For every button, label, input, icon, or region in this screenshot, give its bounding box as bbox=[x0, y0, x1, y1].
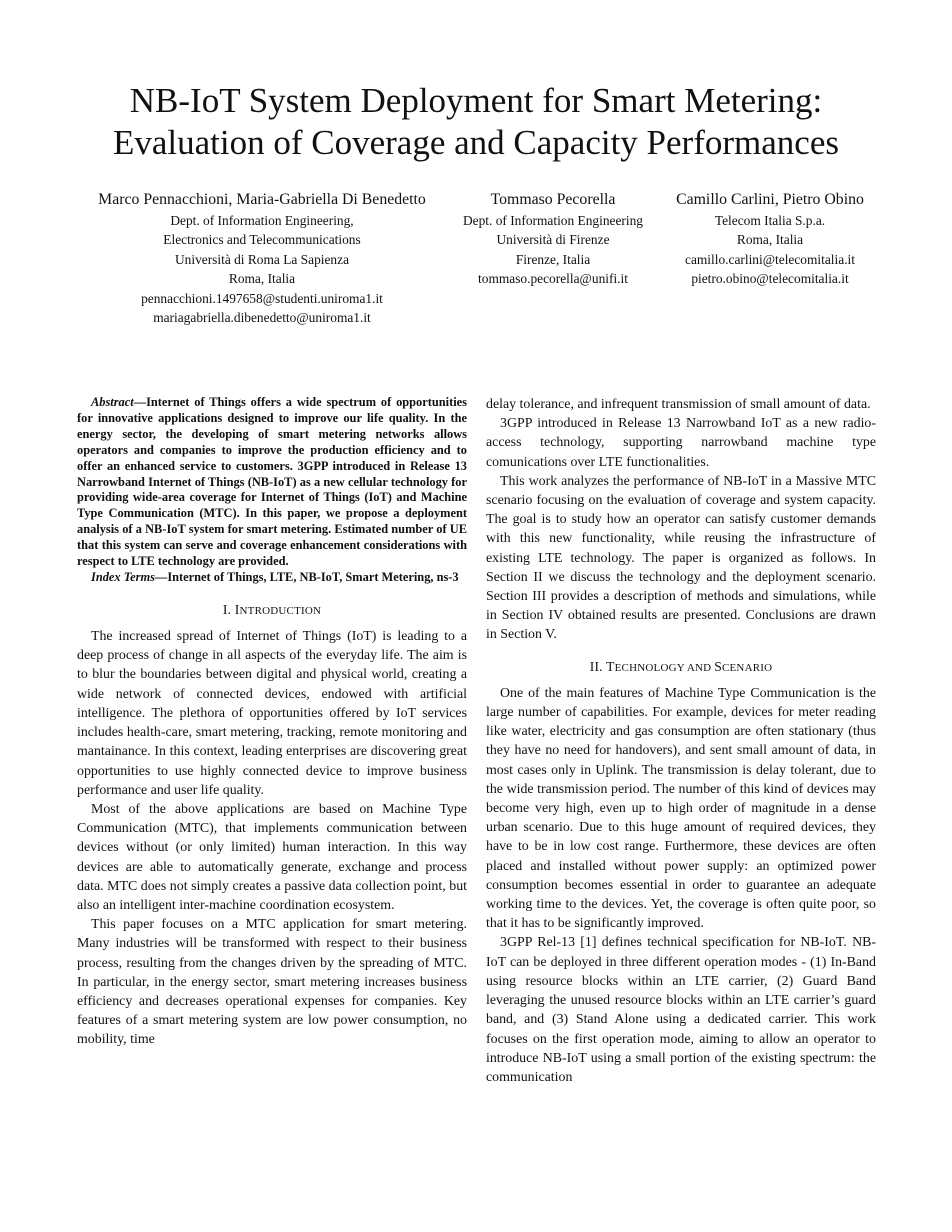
index-terms-label: Index Terms bbox=[91, 569, 155, 584]
affiliation-line: Università di Roma La Sapienza bbox=[174, 251, 350, 267]
affiliation-line: Firenze, Italia bbox=[515, 251, 591, 267]
left-column bbox=[77, 395, 467, 1050]
section-heading-introduction: I. INTRODUCTION bbox=[222, 601, 322, 617]
author-name: Marco Pennacchioni, Maria-Gabriella Di Benedetto bbox=[98, 191, 426, 208]
author-email: pietro.obino@telecomitalia.it bbox=[691, 271, 849, 287]
author-email: tommaso.pecorella@unifi.it bbox=[478, 271, 628, 287]
author-name: Camillo Carlini, Pietro Obino bbox=[676, 191, 864, 208]
title-line-1: NB-IoT System Deployment for Smart Metering: bbox=[129, 81, 823, 120]
author-email: pennacchioni.1497658@studenti.uniroma1.it bbox=[141, 290, 383, 306]
affiliation-line: Roma, Italia bbox=[736, 232, 804, 248]
abstract-text: —Internet of Things offers a wide spectrum of opportunities for innovative applications designed to improve our life quality. In the energy sector, the developing of smart metering networks allows operators and companies to improve the production efficiency and to offer an enhanced service to customers. 3GPP introduced in Release 13 Narrowband Internet of Things (NB-IoT) as a new cellular technology for providing wide-area coverage for Internet of Things (IoT) and Machine Type Communication (MTC). In this paper, we propose a deployment analysis of a NB-IoT system for smart metering. Estimated number of UE that this system can serve and coverage enhancement considerations with respect to LTE technology are provided. bbox=[77, 395, 467, 569]
author-block-2 bbox=[440, 188, 666, 289]
affiliation-line: Roma, Italia bbox=[228, 271, 296, 287]
affiliation-line: Dept. of Information Engineering, bbox=[170, 213, 354, 228]
author-block-1 bbox=[80, 188, 444, 327]
author-email: camillo.carlini@telecomitalia.it bbox=[685, 251, 855, 267]
affiliation-line: Dept. of Information Engineering bbox=[463, 213, 643, 228]
affiliation-line: Electronics and Telecommunications bbox=[163, 232, 361, 248]
abstract bbox=[77, 395, 467, 570]
right-column bbox=[486, 395, 876, 1087]
affiliation-line: Università di Firenze bbox=[496, 232, 610, 248]
index-terms bbox=[77, 570, 467, 586]
author-block-3 bbox=[660, 188, 880, 289]
abstract-label: Abstract bbox=[91, 395, 134, 409]
paragraph: 3GPP introduced in Release 13 Narrowband IoT as a new radio-access technology, supporting narrowband machine type comunications over LTE functionalities. bbox=[486, 416, 876, 470]
paragraph: The increased spread of Internet of Things (IoT) is leading to a deep process of change in all aspects of the everyday life. The aim is to blur the boundaries between digital and physical world, creating a wide network of connected devices, endowed with artificial intelligence. The plethora of opportunities offered by IoT services includes health-care, smart metering, tracking, remote monitoring and mantainance. In this context, leading enterprises are discovering great opportunities to use highly connected device to improve business performance and user life quality. bbox=[77, 629, 467, 798]
section-heading-technology: II. TECHNOLOGY AND SCENARIO bbox=[589, 658, 773, 674]
paragraph: Most of the above applications are based on Machine Type Communication (MTC), that implements communication between devices without (or only limited) human interaction. In this way devices are able to automatically generate, exchange and process data. MTC does not simply creates a passive data collection point, but also an intelligent inter-machine coordination ecosystem. bbox=[77, 801, 467, 913]
title-line-2: Evaluation of Coverage and Capacity Performances bbox=[113, 123, 839, 162]
author-email: mariagabriella.dibenedetto@uniroma1.it bbox=[153, 310, 371, 326]
paragraph: 3GPP Rel-13 [1] defines technical specification for NB-IoT. NB-IoT can be deployed in three different operation modes - (1) In-Band using resource blocks within an LTE carrier, (2) Guard Band leveraging the unused resource blocks within an LTE carrier’s guard band, and (3) Stand Alone using a dedicated carrier. This work focuses on the first operation mode, aiming to allow an operator to introduce NB-IoT using a small portion of the existing spectrum: the communication bbox=[486, 935, 876, 1085]
paragraph: This work analyzes the performance of NB-IoT in a Massive MTC scenario focusing on the evaluation of coverage and system capacity. The goal is to study how an operator can satisfy customer demands with this new functionality, while reusing the infrastructure of existing LTE technology. The paper is organized as follows. In Section II we discuss the technology and the deployment scenario. Section III provides a description of methods and simulations, while in Section IV obtained results are presented. Conclusions are drawn in Section V. bbox=[486, 473, 876, 643]
paper-title bbox=[0, 80, 952, 164]
paragraph: One of the main features of Machine Type Communication is the large number of capabilities. For example, devices for meter reading like water, electricity and gas consumption are often stationary (thus they have no need for handovers), and sent small amount of data, in most cases only in Uplink. The transmission is delay tolerant, due to the wide transmission period. The number of this kind of devices may become very high, even up to high order of magnitude in a dense urban scenario. Due to this huge amount of required devices, they have to be in low cost range. Furthermore, these devices are often placed and installed without power supply: an optimized power consumption becomes essential in order to guarantee an adequate working time to the devices. Yet, the coverage is often quite poor, so that it has to be significantly improved. bbox=[486, 685, 876, 932]
affiliation-line: Telecom Italia S.p.a. bbox=[714, 213, 826, 228]
paragraph: This paper focuses on a MTC application for smart metering. Many industries will be transformed with respect to their business process, resulting from the changes driven by the spreading of MTC. In particular, in the energy sector, smart metering increases business efficiency and decreases operational expenses for companies. Key features of a smart metering system are low power consumption, no mobility, time bbox=[77, 917, 467, 1048]
author-name: Tommaso Pecorella bbox=[490, 191, 616, 208]
paragraph-continued: delay tolerance, and infrequent transmission of small amount of data. bbox=[486, 397, 871, 412]
index-terms-text: —Internet of Things, LTE, NB-IoT, Smart Metering, ns-3 bbox=[154, 569, 459, 584]
